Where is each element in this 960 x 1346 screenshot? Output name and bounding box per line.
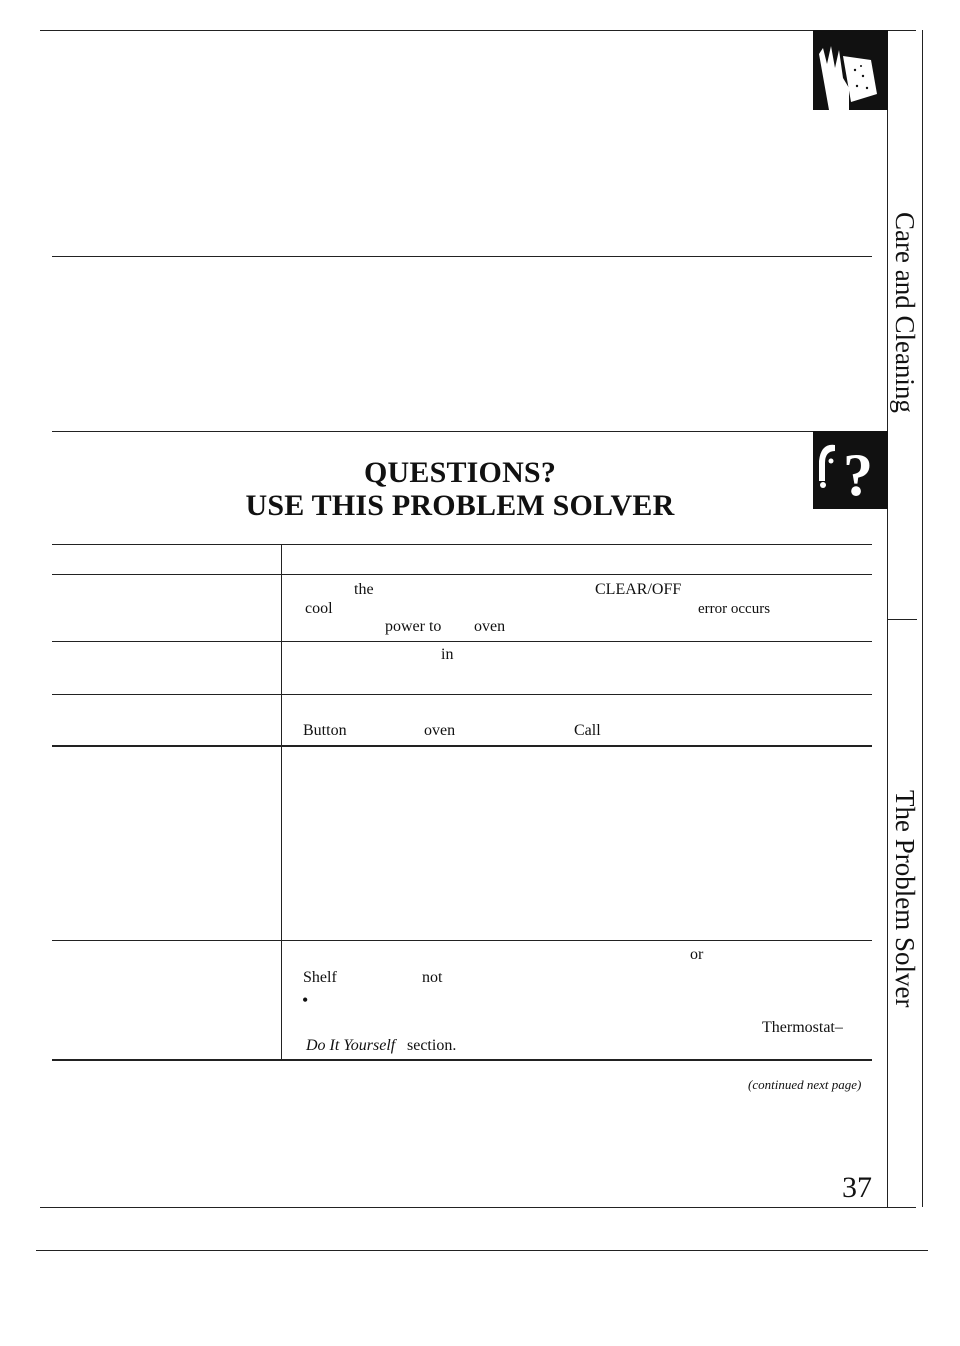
row5-bullet: •	[302, 990, 309, 1010]
problem-solver-heading: USE THIS PROBLEM SOLVER	[245, 489, 675, 522]
row5-text-do-it-yourself: Do It Yourself	[306, 1037, 396, 1054]
row-2-rule	[52, 694, 872, 695]
page-number: 37	[842, 1171, 872, 1204]
table-column-divider	[281, 544, 282, 1061]
lower-page-line	[36, 1250, 928, 1251]
tab-divider-line	[887, 619, 917, 620]
svg-text:?: ?	[843, 442, 873, 508]
hand-sponge-icon	[813, 30, 888, 110]
table-bottom-rule	[52, 1059, 872, 1061]
care-and-cleaning-tab: Care and Cleaning	[890, 212, 920, 413]
row1-text-error-occurs: error occurs	[698, 601, 771, 617]
row1-text-cool: cool	[305, 600, 333, 617]
row5-text-section: section.	[407, 1037, 457, 1054]
top-border-line	[40, 30, 916, 31]
row1-text-clear-off: CLEAR/OFF	[595, 581, 682, 598]
row5-text-thermostat: Thermostat–	[762, 1019, 843, 1036]
row5-text-or: or	[690, 946, 704, 963]
row-4-rule	[52, 940, 872, 941]
table-header-rule	[52, 574, 872, 575]
row1-text-power-to: power to	[385, 618, 442, 635]
bottom-border-line	[40, 1207, 916, 1208]
right-frame-line-outer	[922, 30, 923, 1207]
row5-text-not: not	[422, 969, 443, 986]
section-rule-1	[52, 256, 872, 257]
row-1-rule	[52, 641, 872, 642]
row3-text-button: Button	[303, 722, 347, 739]
row3-text-call: Call	[574, 722, 601, 739]
row1-text-the: the	[354, 581, 374, 598]
problem-solver-tab: The Problem Solver	[890, 790, 920, 1008]
row2-text-in: in	[441, 646, 454, 663]
section-rule-2	[52, 431, 888, 432]
question-mark-icon	[813, 431, 888, 509]
continued-note: (continued next page)	[748, 1077, 862, 1092]
row3-text-oven: oven	[424, 722, 456, 739]
row5-text-shelf: Shelf	[303, 969, 337, 986]
row1-text-oven: oven	[474, 618, 506, 635]
row-3-rule	[52, 745, 872, 747]
questions-heading: QUESTIONS?	[363, 456, 557, 489]
table-top-rule	[52, 544, 872, 545]
